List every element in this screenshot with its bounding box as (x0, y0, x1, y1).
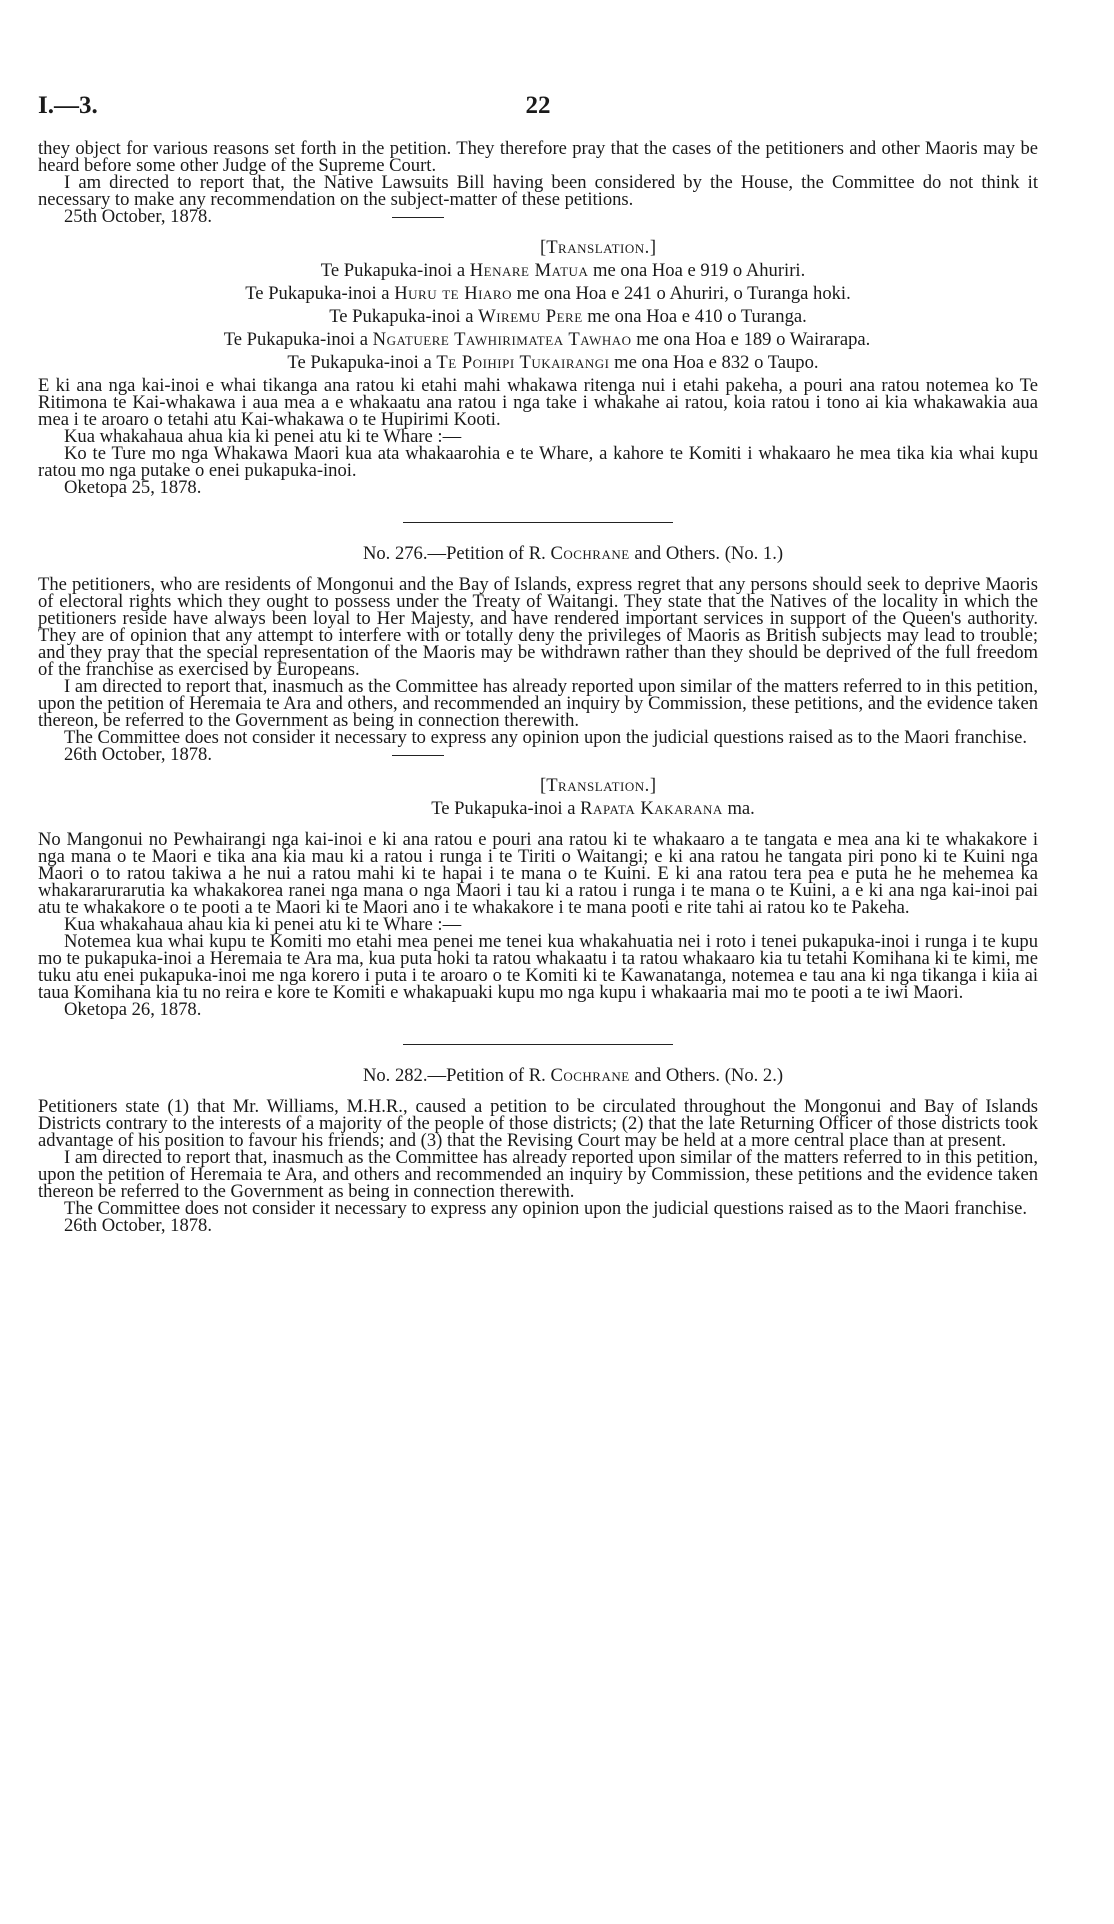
petition-276-paragraph-1: The petitioners, who are residents of Mongonui and the Bay of Islands, express regret that any persons should seek to deprive Maoris of electoral rights which they ought to possess under the Treaty of Waitangi. They state that the Natives of the locality in which the petitioners reside have always been loyal to Her Majesty, and have rendered important services in support of the Queen's authority. They are of opinion that any attempt to interfere with or totally deny the privileges of Maoris as British subjects may lead to trouble; and they pray that the special representation of the Maoris may be withdrawn rather than they should be deprived of the full freedom of the franchise as exercised by Europeans. (38, 574, 1038, 680)
section-divider (403, 522, 673, 523)
translation-1-paragraph-2: Kua whakahaua ahua kia ki penei atu ki te Whare :— (64, 426, 462, 447)
intro-date-line (38, 208, 1038, 225)
translation-2-paragraph-2: Kua whakahaua ahau kia ki penei atu ki te Whare :— (64, 914, 462, 935)
petition-276-date-line (38, 746, 1038, 763)
short-divider (392, 217, 444, 218)
petition-276-date: 26th October, 1878. (64, 744, 212, 765)
petition-276 (38, 545, 1038, 763)
petition-282-paragraph-3: The Committee does not consider it necessary to express any opinion upon the judicial questions raised as to the Maori franchise. (64, 1198, 1028, 1219)
petition-282 (38, 1067, 1038, 1234)
translation-2-paragraph-3: Notemea kua whai kupu te Komiti mo etahi mea penei me tenei kua whakahuatia nei i roto i tenei pukapuka-inoi i runga i te kupu mo te pukapuka-inoi a Heremaia te Ara ma, kua puta hoki ta ratou whakaatu i ta ratou whakaaro kia tu tetahi Komihana ki te kimi, me tuku atu enei pukapuka-inoi me nga korero i puta i te aroaro o te Komiti ki te Kawanatanga, notemea e tau ana ki nga tikanga i kiia ai taua Komihana kia tu no reira e kore te Komiti e whakapuaki kupu mo nga kupu i whakaaria mai mo te pooti a te iwi Maori. (38, 931, 1038, 1003)
intro-section (38, 140, 1038, 225)
translation-1-date: Oketopa 25, 1878. (64, 477, 202, 498)
intro-paragraph-2: I am directed to report that, the Native Lawsuits Bill having been considered by the House, the Committee do not think it necessary to make any recommendation on the subject-matter of these petitions. (38, 172, 1038, 210)
translation-line: Te Pukapuka-inoi a Huru te Hiaro me ona Hoa e 241 o Ahuriri, o Turanga hoki. (245, 283, 851, 304)
translation-1-paragraph-3: Ko te Ture mo nga Whakawa Maori kua ata whakaarohia e te Whare, a kahore te Komiti i whakaaro he mea tika kia whai kupu ratou mo nga putake o enei pukapuka-inoi. (38, 443, 1038, 481)
petition-282-paragraph-1: Petitioners state (1) that Mr. Williams, M.H.R., caused a petition to be circulated throughout the Mongonui and Bay of Islands Districts contrary to the interests of a majority of the people of those districts; (2) that the late Returning Officer of those districts took advantage of his position to favour his friends; and (3) that the Revising Court may be held at a more central place than at present. (38, 1096, 1038, 1151)
petition-276-paragraph-2: I am directed to report that, inasmuch as the Committee has already reported upon similar of the matters referred to in this petition, upon the petition of Heremaia te Ara and others, and recommended an inquiry by Commission, these petitions, and the evidence taken thereon, be referred to the Government as being in connection therewith. (38, 676, 1038, 731)
petition-276-heading: No. 276.—Petition of R. Cochrane and Others. (No. 1.) (362, 543, 784, 564)
translation-2-date: Oketopa 26, 1878. (64, 999, 202, 1020)
document-reference: I.—3. (38, 92, 98, 119)
translation-line: Te Pukapuka-inoi a Wiremu Pere me ona Hoa e 410 o Turanga. (329, 306, 807, 327)
page-number: 22 (525, 92, 551, 119)
intro-date: 25th October, 1878. (64, 206, 212, 227)
page-header (38, 92, 1038, 122)
translation-1 (38, 239, 1038, 496)
translation-2-paragraph-1: No Mangonui no Pewhairangi nga kai-inoi e ki ana ratou e pouri ana ratou ki te whakaaro a te tangata e mea ana ki te whakakore i nga mana o te Maori e tika ana kia mau ki a ratou i runga i te Tiriti o Waitangi; e ki ana ratou he tangata piri pono ki te Kuini nga Maori o to ratou takiwa a he nui a ratou mahi ki te hapai i te mana o te Kuini. E ki ana ratou tera pea e puta he he mehemea ka whakararurarutia ka whakakorea ranei nga mana o nga Maori i tau ki a ratou i runga i te mana o te Kuini, a e ki ana nga kai-inoi pai atu te whakakore o te pooti a te Maori ki te Maori ano i te whakakore i te mana pooti e rite tahi ai ratou ko te Pakeha. (38, 829, 1038, 918)
translation-line: Te Pukapuka-inoi a Rapata Kakarana ma. (431, 798, 755, 819)
intro-paragraph-1: they object for various reasons set forth in the petition. They therefore pray that the cases of the petitioners and other Maoris may be heard before some other Judge of the Supreme Court. (38, 138, 1038, 176)
petition-282-paragraph-2: I am directed to report that, inasmuch as the Committee has already reported upon similar of the matters referred to in this petition, upon the petition of Heremaia te Ara, and others and recommended an inquiry by Commission, these petitions and the evidence taken thereon be referred to the Government as being in connection therewith. (38, 1147, 1038, 1202)
translation-1-paragraph-1: E ki ana nga kai-inoi e whai tikanga ana ratou ki etahi mahi whakawa ritenga nui i etahi pakeha, a pouri ana ratou notemea ko Te Ritimona te Kai-whakawa i aua mea a e whakaatu ana ratou i nga take i whakahe ai ratou, koia ratou i tono ai kia whakawakia aua mea i te aroaro o tetahi atu Kai-whakawa o te Hupirimi Kooti. (38, 375, 1038, 430)
translation-2 (38, 777, 1038, 1018)
translation-line: Te Pukapuka-inoi a Te Poihipi Tukairangi me ona Hoa e 832 o Taupo. (287, 352, 819, 373)
petition-282-date: 26th October, 1878. (64, 1215, 212, 1236)
section-divider (403, 1044, 673, 1045)
translation-label: [Translation.] (539, 775, 657, 796)
petition-276-paragraph-3: The Committee does not consider it necessary to express any opinion upon the judicial questions raised as to the Maori franchise. (64, 727, 1028, 748)
translation-line: Te Pukapuka-inoi a Henare Matua me ona Hoa e 919 o Ahuriri. (320, 260, 806, 281)
petition-282-heading: No. 282.—Petition of R. Cochrane and Others. (No. 2.) (362, 1065, 784, 1086)
short-divider (392, 755, 444, 756)
translation-line: Te Pukapuka-inoi a Ngatuere Tawhirimatea Tawhao me ona Hoa e 189 o Wairarapa. (223, 329, 871, 350)
translation-label: [Translation.] (539, 237, 657, 258)
document-body (38, 140, 1038, 1234)
